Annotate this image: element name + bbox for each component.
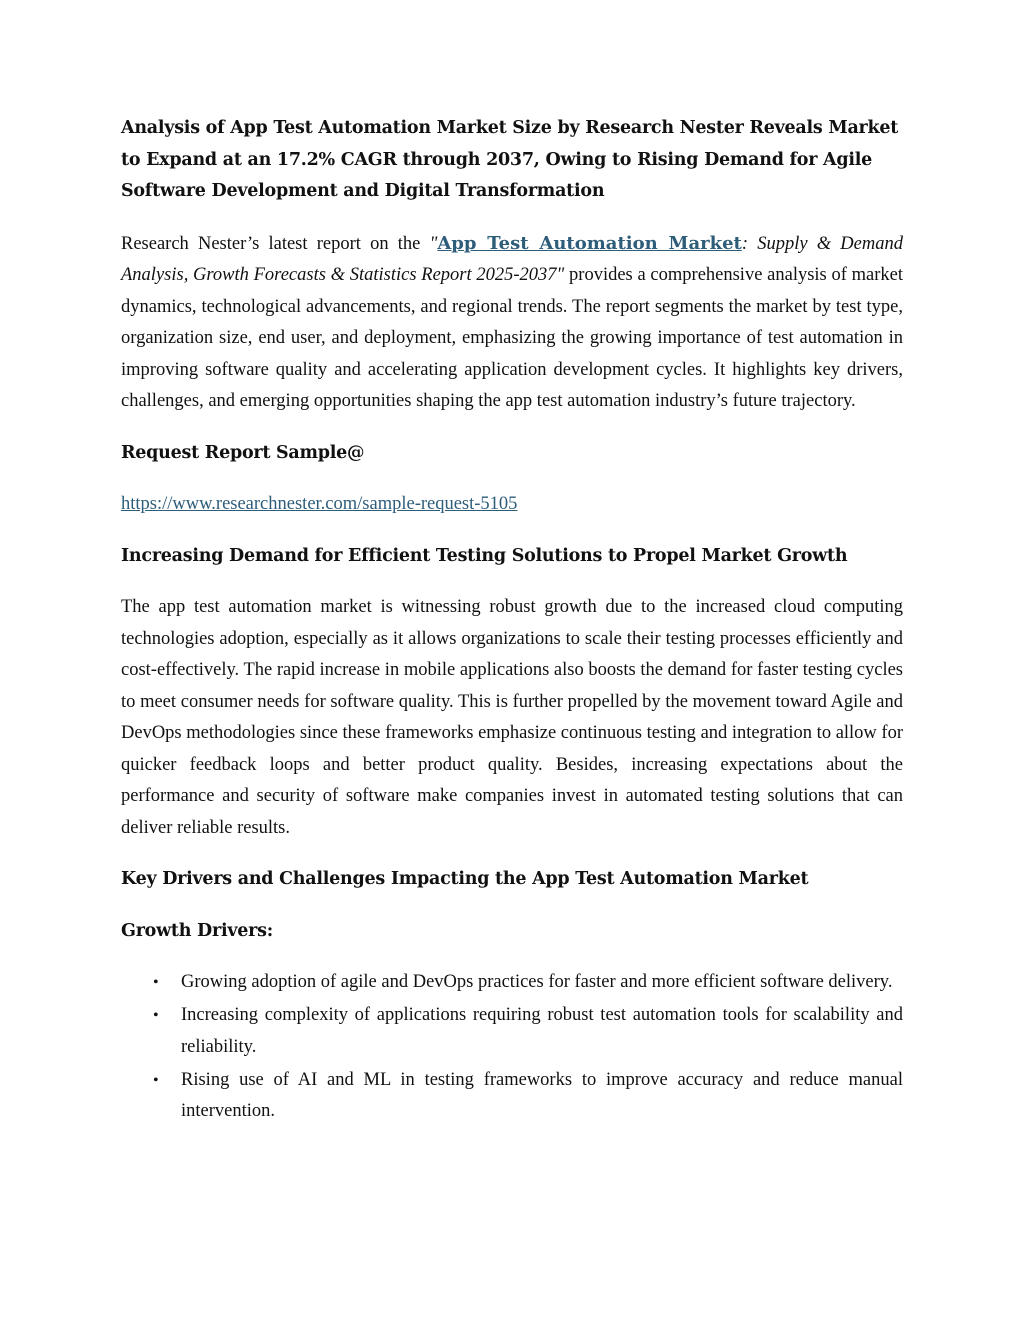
document-title: Analysis of App Test Automation Market Size by Research Nester Reveals Market to Expand at an 17.2% CAGR through 2037, Owing to Rising Demand for Agile Software Development and Digital Transformation bbox=[121, 118, 899, 201]
sample-request-link[interactable]: https://www.researchnester.com/sample-request-5105 bbox=[121, 494, 518, 514]
section-demand-paragraph: The app test automation market is witnessing robust growth due to the increased cloud computing technologies adoption, especially as it allows organizations to scale their testing processes efficiently and cost-effectively. The rapid increase in mobile applications also boosts the demand for faster testing cycles to meet consumer needs for software quality. This is further propelled by the movement toward Agile and DevOps methodologies since these frameworks emphasize continuous testing and integration to allow for quicker feedback loops and better product quality. Besides, increasing expectations about the performance and security of software make companies invest in automated testing solutions that can deliver reliable results. bbox=[121, 597, 903, 838]
report-title-link[interactable]: App Test Automation Market bbox=[437, 232, 742, 254]
intro-rest: provides a comprehensive analysis of market dynamics, technological advancements, and regional trends. The report segments the market by test type, organization size, end user, and deployment, emphasizing the growing importance of test automation in improving software quality and accelerating application development cycles. It highlights key drivers, challenges, and emerging opportunities shaping the app test automation industry’s future trajectory. bbox=[121, 265, 903, 411]
sample-request-heading: Request Report Sample@ bbox=[121, 442, 365, 463]
bullet-icon: • bbox=[153, 974, 159, 991]
section-drivers-heading: Key Drivers and Challenges Impacting the App Test Automation Market bbox=[121, 869, 809, 889]
list-item-text: Increasing complexity of applications requiring robust test automation tools for scalability and reliability. bbox=[181, 1005, 903, 1057]
intro-paragraph bbox=[121, 228, 903, 418]
intro-report-subtitle: : Supply & Demand Analysis, Growth Forecasts & Statistics Report 2025-2037" bbox=[121, 233, 903, 285]
intro-lead: Research Nester’s latest report on the bbox=[121, 233, 430, 254]
section-demand-heading: Increasing Demand for Efficient Testing Solutions to Propel Market Growth bbox=[121, 545, 848, 566]
document-page bbox=[121, 113, 903, 1129]
list-item-text: Growing adoption of agile and DevOps practices for faster and more efficient software delivery. bbox=[181, 972, 893, 992]
sample-url-row bbox=[121, 489, 903, 521]
bullet-icon: • bbox=[153, 1071, 159, 1089]
growth-drivers-list bbox=[121, 967, 903, 1128]
list-item-text: Rising use of AI and ML in testing frameworks to improve accuracy and reduce manual intervention. bbox=[181, 1069, 903, 1121]
list-item bbox=[121, 967, 903, 999]
bullet-icon: • bbox=[153, 1007, 159, 1024]
growth-drivers-subheading: Growth Drivers: bbox=[121, 920, 273, 941]
list-item bbox=[121, 1065, 903, 1128]
intro-quote-open: " bbox=[429, 233, 438, 254]
list-item bbox=[121, 1000, 903, 1063]
